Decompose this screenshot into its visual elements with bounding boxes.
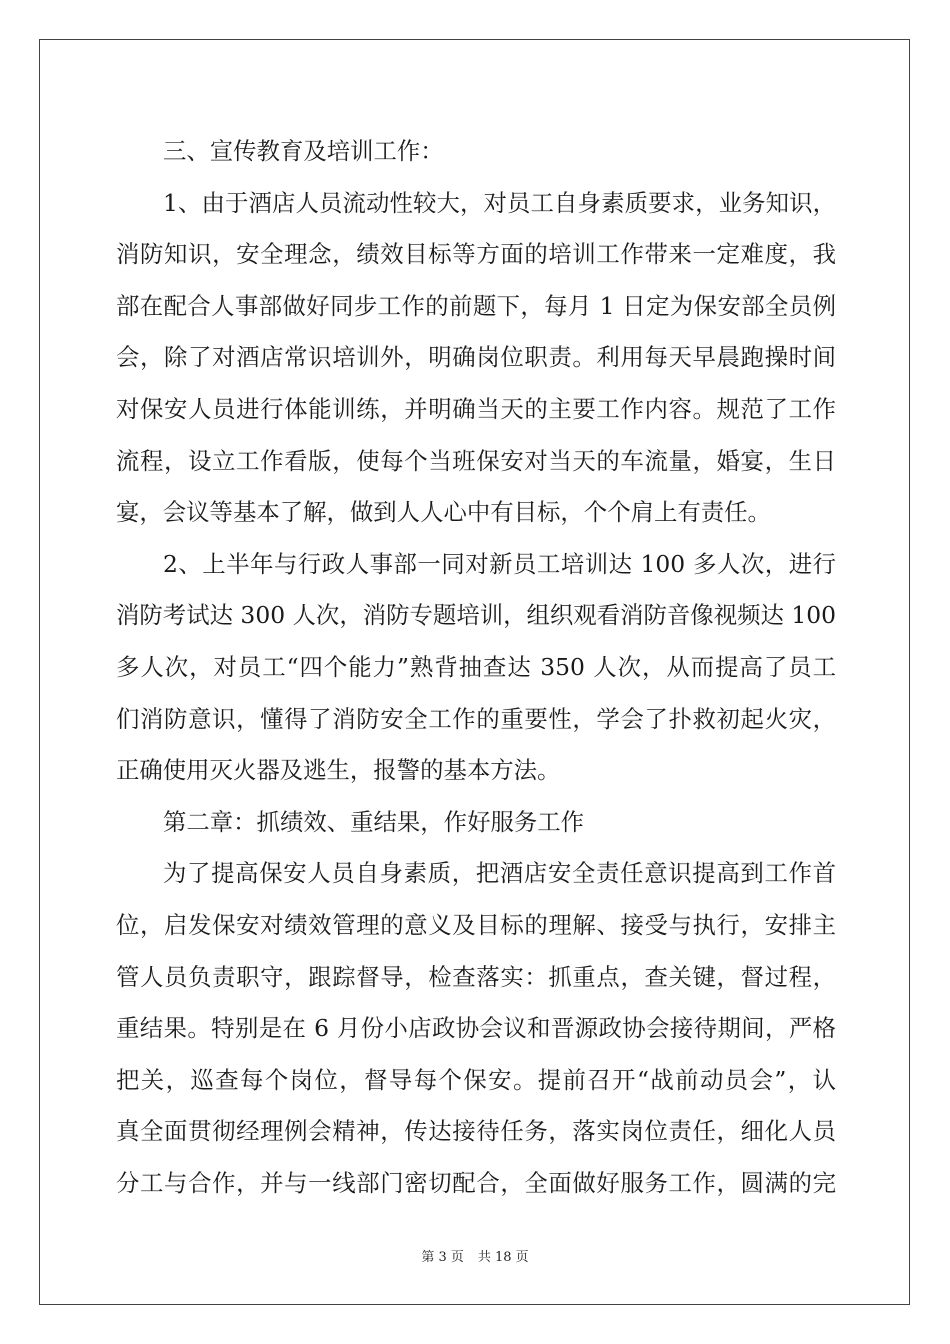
page-footer [0,1246,950,1265]
text-line: 管人员负责职守，跟踪督导，检查落实：抓重点，查关键，督过程， [116,962,836,991]
text-line: 流程，设立工作看版，使每个当班保安对当天的车流量，婚宴，生日 [116,446,836,475]
page-total: 共 18 页 [477,1250,529,1265]
text-line: 真全面贯彻经理例会精神，传达接待任务，落实岗位责任，细化人员 [116,1117,836,1146]
page-number: 第 3 页 [421,1250,464,1265]
document-body [116,126,836,1209]
text-line: 位，启发保安对绩效管理的意义及目标的理解、接受与执行，安排主 [116,910,836,939]
text-line: 多人次，对员工“四个能力”熟背抽查达 350 人次，从而提高了员工 [116,652,836,681]
text-line: 把关，巡查每个岗位，督导每个保安。提前召开“战前动员会”，认 [116,1065,836,1094]
text-line: 三、宣传教育及培训工作： [163,137,444,165]
text-line: 重结果。特别是在 6 月份小店政协会议和晋源政协会接待期间，严格 [116,1014,836,1043]
text-line: 第二章：抓绩效、重结果，作好服务工作 [163,807,585,836]
text-line: 们消防意识，懂得了消防安全工作的重要性，学会了扑救初起火灾， [116,704,836,733]
text-line: 消防知识，安全理念，绩效目标等方面的培训工作带来一定难度，我 [116,240,836,269]
text-line: 2、上半年与行政人事部一同对新员工培训达 100 多人次，进行 [163,549,836,578]
text-line: 分工与合作，并与一线部门密切配合，全面做好服务工作，圆满的完 [116,1168,836,1197]
text-line: 宴，会议等基本了解，做到人人心中有目标，个个肩上有责任。 [116,498,771,527]
text-line: 正确使用灭火器及逃生，报警的基本方法。 [116,756,561,785]
text-line: 对保安人员进行体能训练，并明确当天的主要工作内容。规范了工作 [116,394,836,423]
text-line: 1、由于酒店人员流动性较大，对员工自身素质要求，业务知识， [163,188,836,217]
text-line: 消防考试达 300 人次，消防专题培训，组织观看消防音像视频达 100 [116,601,836,630]
text-line: 部在配合人事部做好同步工作的前题下，每月 1 日定为保安部全员例 [116,291,836,320]
text-line: 为了提高保安人员自身素质，把酒店安全责任意识提高到工作首 [163,859,836,888]
text-line: 会，除了对酒店常识培训外，明确岗位职责。利用每天早晨跑操时间 [116,343,836,372]
